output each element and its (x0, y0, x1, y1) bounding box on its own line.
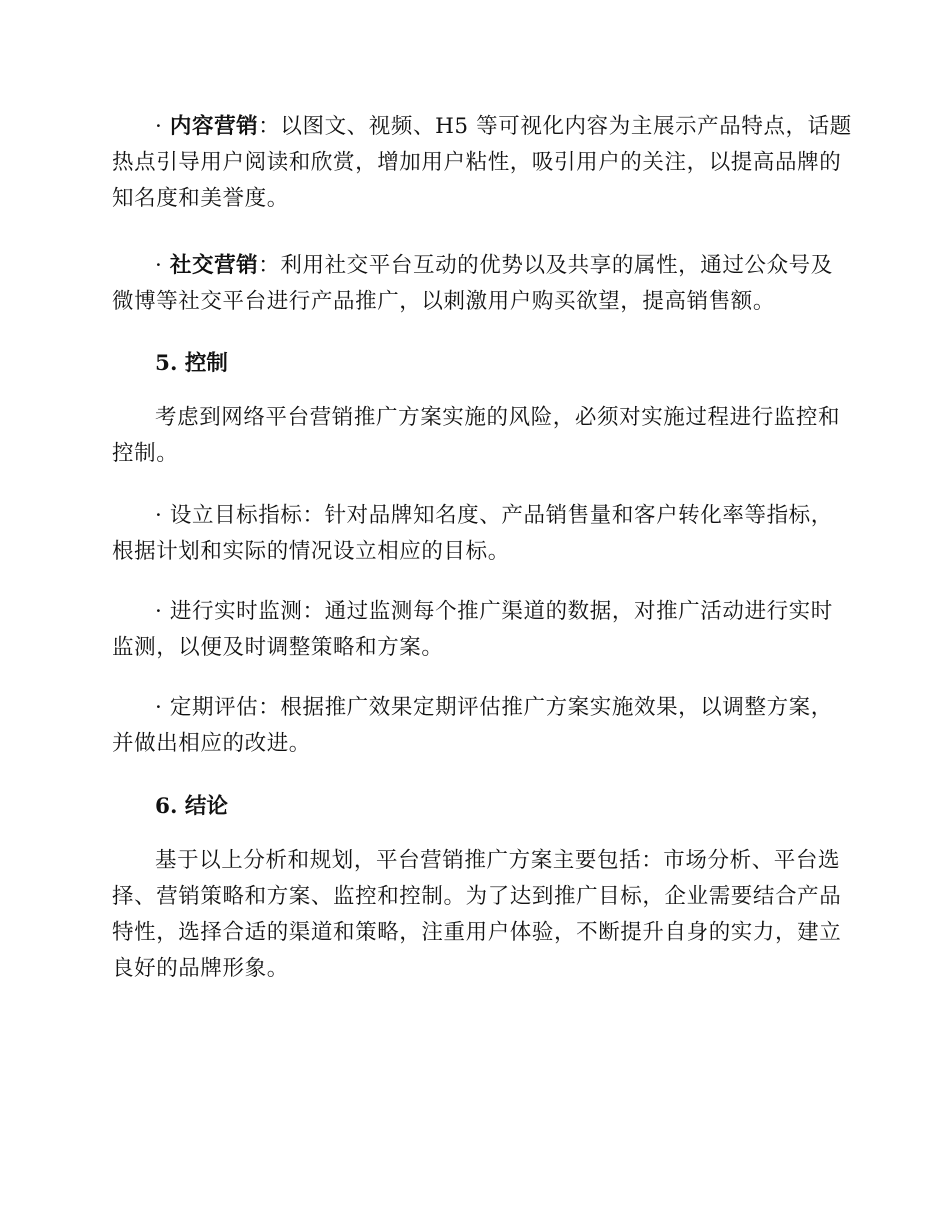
paragraph-line (112, 248, 832, 284)
content-marketing-paragraph (112, 109, 852, 217)
paragraph-text: ：利用社交平台互动的优势以及共享的属性，通过公众号及 (258, 253, 833, 278)
periodic-evaluation-paragraph (112, 690, 832, 762)
paragraph-line: 微博等社交平台进行产品推广，以刺激用户购买欲望，提高销售额。 (112, 289, 776, 314)
paragraph-line: · 定期评估：根据推广效果定期评估推广方案实施效果，以调整方案， (155, 695, 833, 720)
paragraph-line: 特性，选择合适的渠道和策略，注重用户体验，不断提升自身的实力，建立 (112, 920, 842, 945)
control-intro-paragraph (112, 400, 841, 472)
bullet: · (155, 253, 170, 278)
paragraph-line: 控制。 (112, 441, 179, 466)
paragraph-line: · 进行实时监测：通过监测每个推广渠道的数据，对推广活动进行实时 (155, 599, 833, 624)
paragraph-line: 热点引导用户阅读和欣赏，增加用户粘性，吸引用户的关注，以提高品牌的 (112, 150, 842, 175)
paragraph-text: ：以图文、视频、H5 等可视化内容为主展示产品特点，话题 (258, 114, 852, 139)
paragraph-line: 监测，以便及时调整策略和方案。 (112, 635, 444, 660)
paragraph-line: · 设立目标指标：针对品牌知名度、产品销售量和客户转化率等指标， (155, 503, 833, 528)
paragraph-line: 知名度和美誉度。 (112, 186, 289, 211)
set-targets-paragraph (112, 498, 832, 570)
paragraph-line: 良好的品牌形象。 (112, 956, 289, 981)
section-heading-conclusion: 6. 结论 (155, 794, 228, 819)
conclusion-paragraph (112, 843, 842, 987)
paragraph-line: 并做出相应的改进。 (112, 731, 311, 756)
section-heading-control: 5. 控制 (155, 351, 228, 376)
paragraph-line: 根据计划和实际的情况设立相应的目标。 (112, 539, 510, 564)
realtime-monitoring-paragraph (112, 594, 832, 666)
paragraph-line: 择、营销策略和方案、监控和控制。为了达到推广目标，企业需要结合产品 (112, 884, 842, 909)
term-social-marketing: 社交营销 (169, 253, 259, 278)
term-content-marketing: 内容营销 (169, 114, 259, 139)
social-marketing-paragraph (112, 248, 832, 320)
paragraph-line: 考虑到网络平台营销推广方案实施的风险，必须对实施过程进行监控和 (155, 405, 841, 430)
paragraph-line (112, 109, 852, 145)
paragraph-line: 基于以上分析和规划，平台营销推广方案主要包括：市场分析、平台选 (155, 848, 841, 873)
bullet: · (155, 114, 170, 139)
